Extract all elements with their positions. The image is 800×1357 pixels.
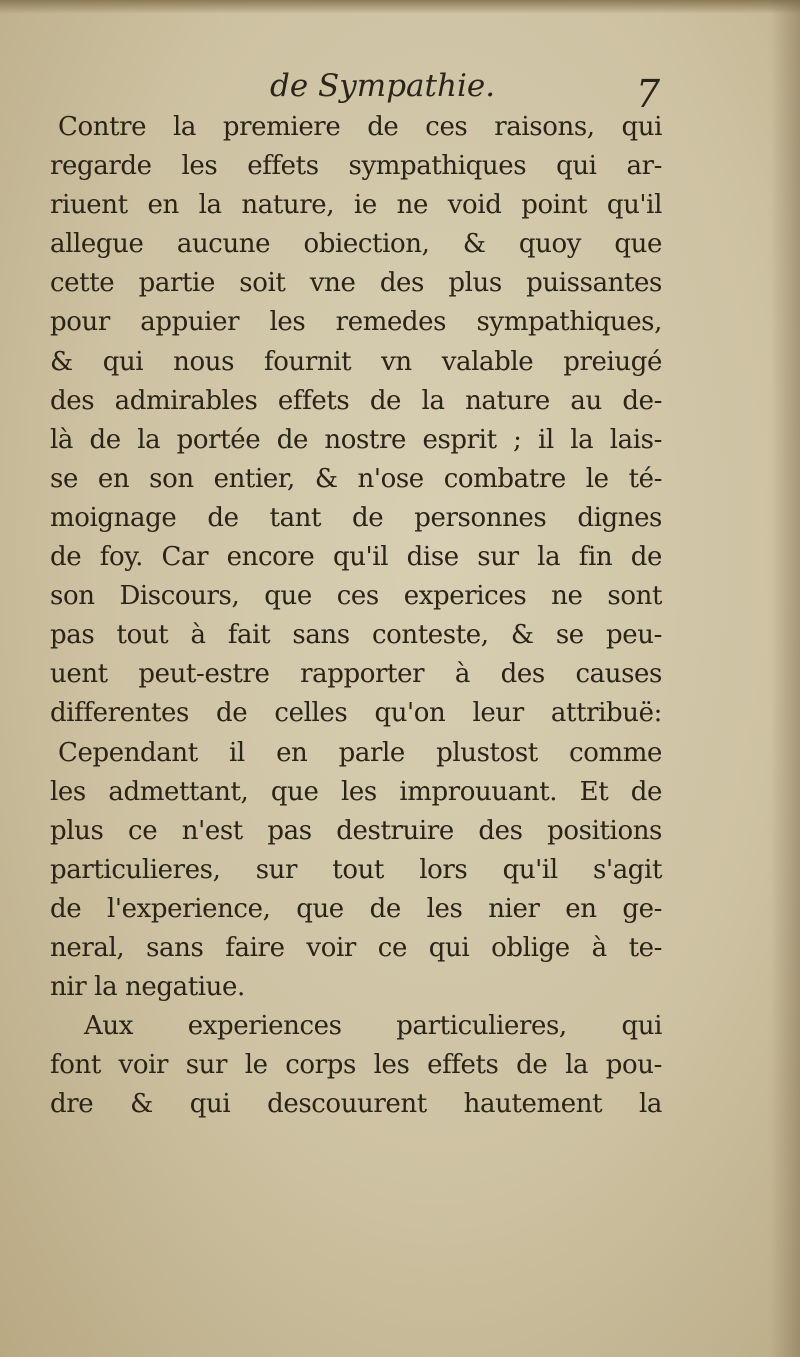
text-line: dre & qui descouurent hautement la (50, 1089, 662, 1120)
text-line: particulieres, sur tout lors qu'il s'agit (50, 854, 662, 885)
text-line: Cependant il en parle plustost comme (58, 737, 662, 768)
text-line: differentes de celles qu'on leur attribuë: (50, 698, 662, 729)
text-line: des admirables effets de la nature au de- (50, 385, 662, 416)
text-line: de l'experience, que de les nier en ge- (50, 893, 662, 924)
text-line: allegue aucune obiection, & quoy que (50, 229, 662, 260)
text-line: nir la negatiue. (50, 972, 245, 1003)
text-line: uent peut-estre rapporter à des causes (50, 659, 662, 690)
page-number: 7 (635, 72, 660, 116)
text-line: riuent en la nature, ie ne void point qu'il (50, 190, 662, 221)
text-line: les admettant, que les improuuant. Et de (50, 776, 662, 807)
text-line: cette partie soit vne des plus puissantes (50, 268, 662, 299)
text-line: pas tout à fait sans conteste, & se peu- (50, 620, 662, 651)
text-line: & qui nous fournit vn valable preiugé (50, 346, 662, 377)
body-text (50, 108, 662, 1124)
text-line: se en son entier, & n'ose combatre le té- (50, 463, 662, 494)
text-line: neral, sans faire voir ce qui oblige à te- (50, 932, 662, 963)
text-line: moignage de tant de personnes dignes (50, 502, 662, 533)
running-title: de Sympathie. (270, 68, 496, 104)
text-line: là de la portée de nostre esprit ; il la lais- (50, 424, 662, 455)
text-line: Aux experiences particulieres, qui (84, 1011, 662, 1042)
text-line: plus ce n'est pas destruire des positions (50, 815, 662, 846)
text-line: regarde les effets sympathiques qui ar- (50, 151, 662, 182)
text-line: de foy. Car encore qu'il dise sur la fin de (50, 542, 662, 573)
text-line: son Discours, que ces experices ne sont (50, 581, 662, 612)
text-line: Contre la premiere de ces raisons, qui (58, 112, 662, 142)
text-line: font voir sur le corps les effets de la pou- (50, 1050, 662, 1081)
text-line: pour appuier les remedes sympathiques, (50, 307, 662, 338)
